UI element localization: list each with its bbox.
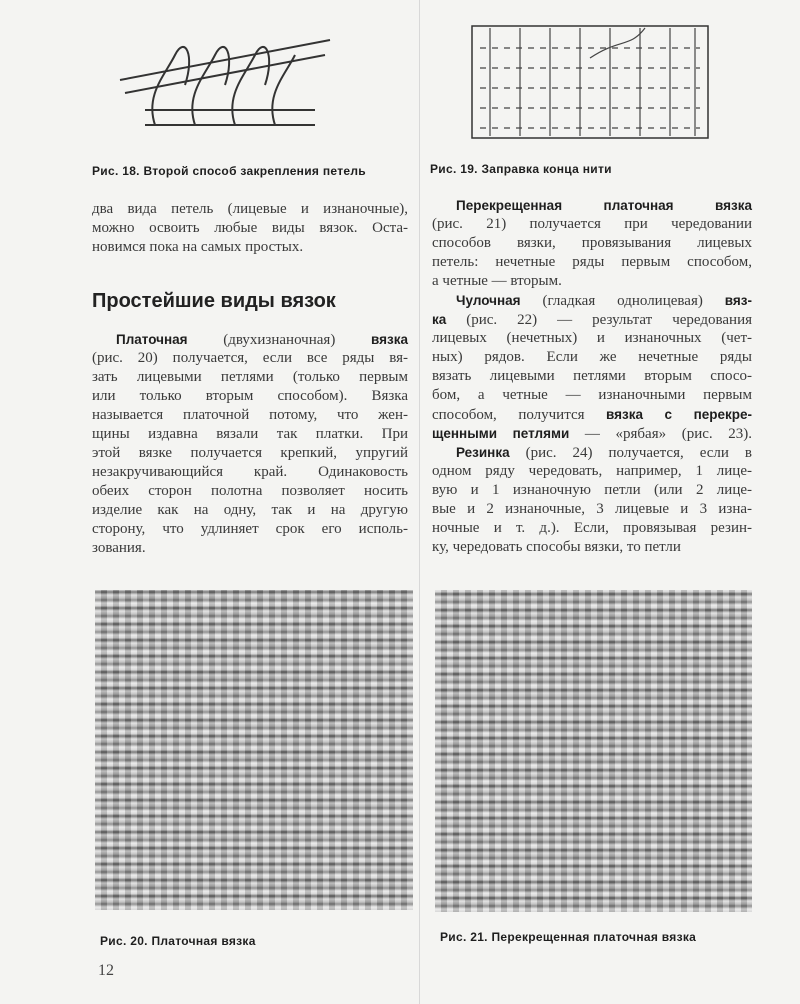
text-segment: (рис. 21) получается при чередовании (432, 216, 752, 232)
bold-term: вязка с перекре- (606, 407, 752, 422)
text-segment: (рис. 20) получается, если все ряды вя- (92, 350, 408, 366)
text-line (92, 200, 408, 219)
section-heading: Простейшие виды вязок (92, 290, 336, 312)
text-line (432, 500, 752, 519)
text-segment: сторону, что удлиняет срок его исполь- (92, 521, 408, 537)
text-line (432, 424, 752, 443)
text-line (92, 520, 408, 539)
text-segment: обеих сторон полотна позволяет носить (92, 483, 408, 499)
text-line (432, 348, 752, 367)
text-line (92, 501, 408, 520)
text-segment: незакручивающийся край. Одинаковость (92, 464, 408, 480)
text-line (432, 538, 752, 557)
text-segment: два вида петель (лицевые и изнаночные), (92, 201, 408, 217)
text-line (92, 349, 408, 368)
page-gutter (419, 0, 420, 1004)
text-segment: (рис. 22) — результат чередования (446, 312, 752, 328)
text-line (432, 481, 752, 500)
fig19-illustration (470, 18, 710, 143)
text-segment: ных) рядов. Если же нечетные ряды (432, 349, 752, 365)
text-segment: называется платочной потому, что жен- (92, 407, 408, 423)
text-segment: новимся пока на самых простых. (92, 239, 304, 255)
text-line (92, 539, 408, 558)
fig21-caption: Рис. 21. Перекрещенная платочная вязка (440, 930, 697, 944)
fig18-caption: Рис. 18. Второй способ закрепления петель (92, 164, 366, 178)
text-line (432, 386, 752, 405)
page-number: 12 (98, 962, 114, 979)
fig21-photo-crossed-garter-stitch (435, 590, 752, 912)
text-segment: вую и 1 изнаночную петли (или 2 лице- (432, 482, 752, 498)
text-segment: бом, а четные — изнаночными первым (432, 387, 752, 403)
text-segment: (двухизнаночная) (187, 332, 372, 348)
fig20-photo-garter-stitch (95, 590, 413, 910)
text-line (432, 310, 752, 329)
text-segment: а четные — вторым. (432, 273, 562, 289)
text-segment: этой вязке получается крепкий, упругий (92, 445, 408, 461)
bold-term: щенными петлями (432, 426, 570, 441)
text-segment: или только вторым способом). Вязка (92, 388, 408, 404)
text-line (432, 462, 752, 481)
text-line (92, 238, 408, 257)
text-line (432, 443, 752, 462)
bold-term: Чулочная (456, 293, 521, 308)
text-line (92, 406, 408, 425)
text-segment: изделие как на одну, так и на другую (92, 502, 408, 518)
text-line (432, 329, 752, 348)
text-line (92, 330, 408, 349)
text-line (92, 219, 408, 238)
bold-term: вяз- (724, 293, 752, 308)
text-line (92, 463, 408, 482)
text-line (432, 234, 752, 253)
text-line (432, 196, 752, 215)
text-segment: петель: нечетные ряды первым способом, (432, 254, 752, 270)
text-segment: — «рябая» (рис. 23). (569, 426, 752, 442)
text-line (432, 367, 752, 386)
bold-term: Перекрещенная платочная вязка (456, 198, 752, 213)
left-intro-text (92, 200, 408, 257)
text-segment: (рис. 24) получается, если в (509, 445, 752, 461)
text-line (432, 405, 752, 424)
text-segment: лицевых (нечетных) и изнаночных (чет- (432, 330, 752, 346)
bold-term: вязка (371, 332, 408, 347)
text-line (92, 368, 408, 387)
text-segment: одном ряду чередовать, например, 1 лице- (432, 463, 752, 479)
text-segment: ночные и т. д.). Если, провязывая резин- (432, 520, 752, 536)
fig18-illustration (115, 15, 335, 145)
text-segment: зования. (92, 540, 146, 556)
text-line (92, 482, 408, 501)
text-segment: ку, чередовать способы вязки, то петли (432, 539, 681, 555)
text-line (92, 444, 408, 463)
text-segment: способов вязки, провязывания лицевых (432, 235, 752, 251)
text-line (92, 387, 408, 406)
text-line (432, 272, 752, 291)
text-segment: щины издавна вязали так платки. При (92, 426, 408, 442)
text-segment: вязать лицевыми петлями вторым спосо- (432, 368, 752, 384)
text-segment: вые и 2 изнаночные, 3 лицевые и 3 изна- (432, 501, 752, 517)
text-line (432, 291, 752, 310)
text-segment: можно освоить любые виды вязок. Оста- (92, 220, 408, 236)
fig19-caption: Рис. 19. Заправка конца нити (430, 162, 612, 176)
right-column-text (432, 196, 752, 557)
text-segment: (гладкая однолицевая) (520, 293, 725, 309)
bold-term: Платочная (116, 332, 188, 347)
text-line (432, 253, 752, 272)
text-segment: зать лицевыми петлями (только первым (92, 369, 408, 385)
bold-term: Резинка (456, 445, 510, 460)
text-line (432, 215, 752, 234)
left-paragraph (92, 330, 408, 558)
bold-term: ка (432, 312, 447, 327)
text-line (92, 425, 408, 444)
text-line (432, 519, 752, 538)
fig20-caption: Рис. 20. Платочная вязка (100, 934, 256, 948)
text-segment: способом, получится (432, 407, 607, 423)
